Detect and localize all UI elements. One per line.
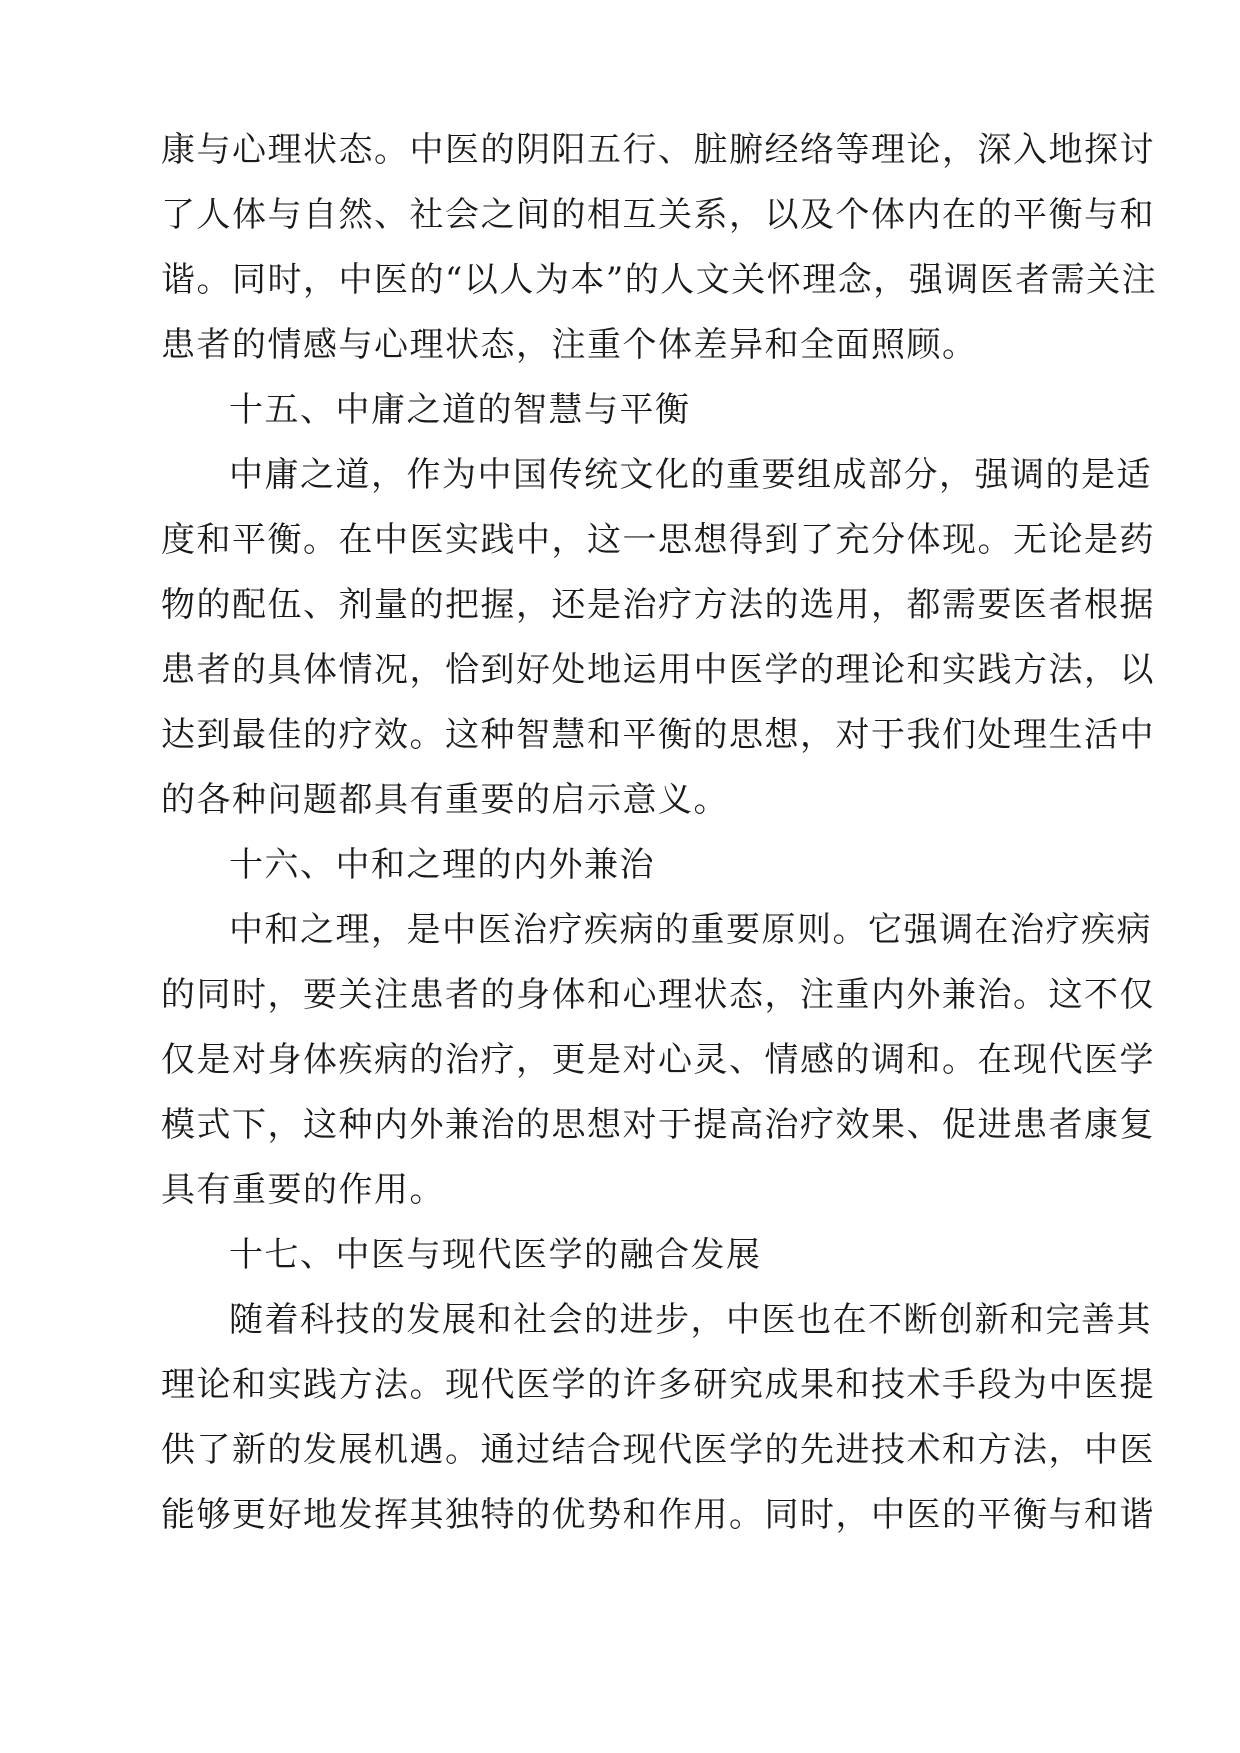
heading-text: 十七、中医与现代医学的融合发展	[229, 1235, 762, 1275]
text-line: 理论和实践方法。现代医学的许多研究成果和技术手段为中医提	[161, 1365, 1155, 1405]
section-heading	[161, 833, 1111, 898]
paragraph	[161, 443, 1155, 833]
text-line: 能够更好地发挥其独特的优势和作用。同时，中医的平衡与和谐	[161, 1495, 1155, 1535]
text-line: 患者的具体情况，恰到好处地运用中医学的理论和实践方法，以	[161, 650, 1155, 690]
text-line: 具有重要的作用。	[161, 1170, 445, 1210]
paragraph	[161, 898, 1155, 1223]
document-body	[161, 118, 1158, 1548]
text-line: 随着科技的发展和社会的进步，中医也在不断创新和完善其	[229, 1300, 1152, 1340]
text-line: 的各种问题都具有重要的启示意义。	[161, 780, 729, 820]
text-line: 度和平衡。在中医实践中，这一思想得到了充分体现。无论是药	[161, 520, 1155, 560]
heading-text: 十五、中庸之道的智慧与平衡	[229, 390, 691, 430]
text-line: 中庸之道，作为中国传统文化的重要组成部分，强调的是适	[229, 455, 1152, 495]
text-line: 康与心理状态。中医的阴阳五行、脏腑经络等理论，深入地探讨	[161, 130, 1155, 170]
text-line: 的同时，要关注患者的身体和心理状态，注重内外兼治。这不仅	[161, 975, 1155, 1015]
heading-text: 十六、中和之理的内外兼治	[229, 845, 655, 885]
text-line: 物的配伍、剂量的把握，还是治疗方法的选用，都需要医者根据	[161, 585, 1155, 625]
text-line: 了人体与自然、社会之间的相互关系，以及个体内在的平衡与和	[161, 195, 1155, 235]
text-line: 供了新的发展机遇。通过结合现代医学的先进技术和方法，中医	[161, 1430, 1155, 1470]
text-line: 患者的情感与心理状态，注重个体差异和全面照顾。	[161, 325, 978, 365]
section-heading	[161, 1223, 1111, 1288]
paragraph-continuation	[161, 118, 1158, 378]
paragraph	[161, 1288, 1155, 1548]
text-line: 达到最佳的疗效。这种智慧和平衡的思想，对于我们处理生活中	[161, 715, 1155, 755]
text-line: 模式下，这种内外兼治的思想对于提高治疗效果、促进患者康复	[161, 1105, 1155, 1145]
text-line: 中和之理，是中医治疗疾病的重要原则。它强调在治疗疾病	[229, 910, 1152, 950]
text-line: 仅是对身体疾病的治疗，更是对心灵、情感的调和。在现代医学	[161, 1040, 1155, 1080]
text-line: 谐。同时，中医的“以人为本”的人文关怀理念，强调医者需关注	[161, 260, 1158, 300]
section-heading	[161, 378, 1111, 443]
